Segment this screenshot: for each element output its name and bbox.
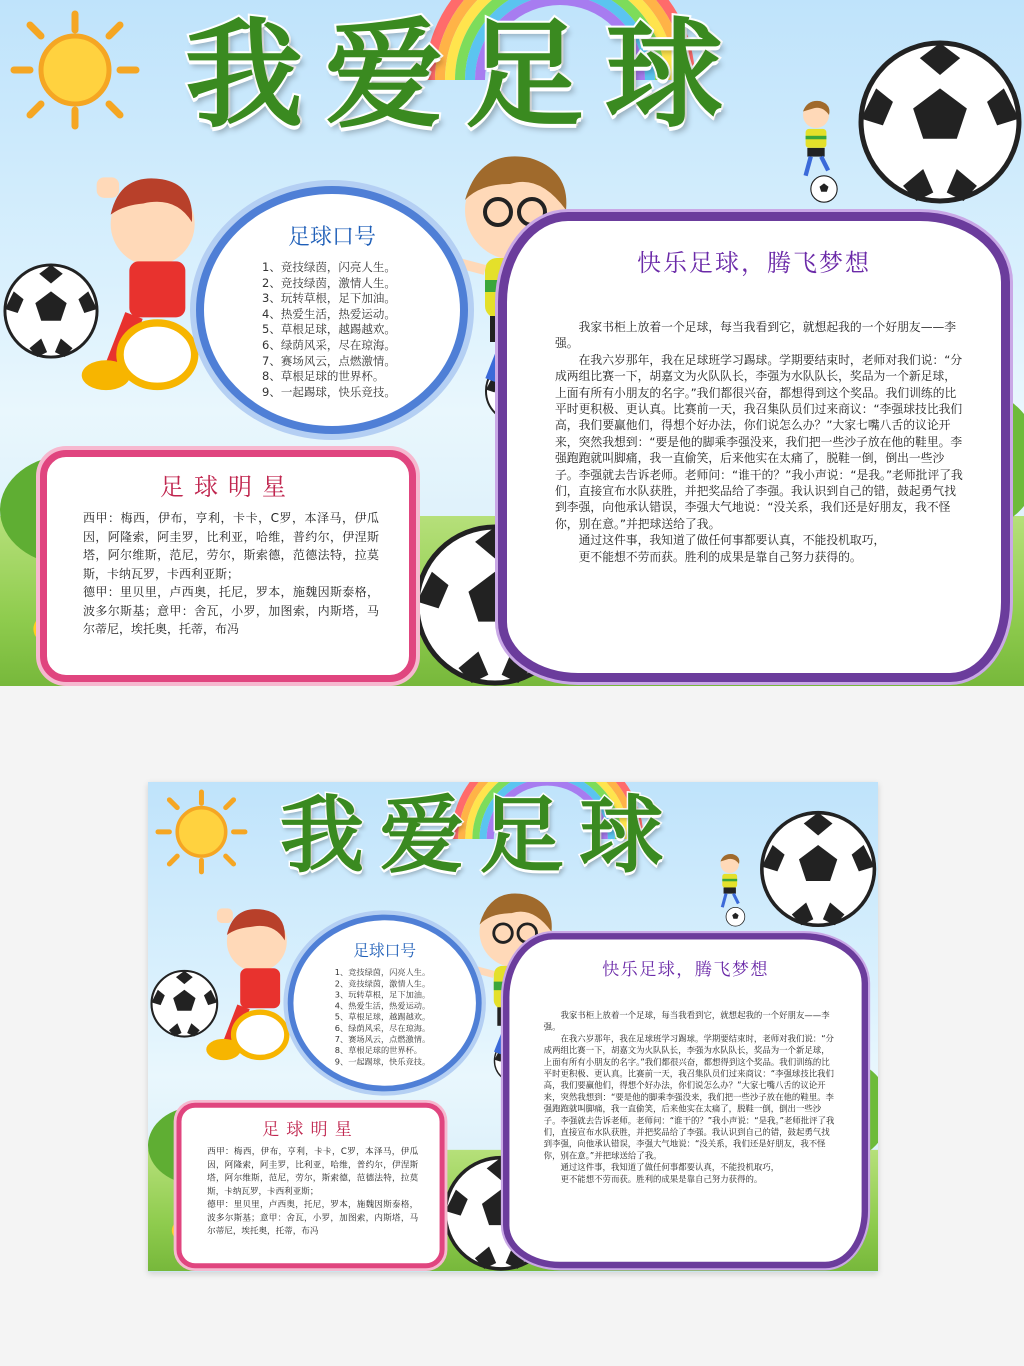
list-item: 2、竞技绿茵，激情人生。 xyxy=(334,978,431,989)
story-title: 快乐足球，腾飞梦想 xyxy=(637,249,871,277)
list-item: 8、草根足球的世界杯。 xyxy=(262,369,385,384)
poster-preview xyxy=(148,782,878,1272)
kid-red-icon xyxy=(204,889,304,1074)
sun-icon xyxy=(10,10,140,130)
slogan-panel xyxy=(196,186,468,434)
sun-icon xyxy=(155,789,248,875)
kid-small-icon xyxy=(711,850,748,914)
story-title: 快乐足球，腾飞梦想 xyxy=(602,959,769,980)
list-item: 5、草根足球，越踢越欢。 xyxy=(334,1011,431,1022)
soccer-ball-icon xyxy=(856,38,1024,206)
list-item: 1、竞技绿茵，闪亮人生。 xyxy=(334,967,431,978)
list-item: 4、热爱生活，热爱运动。 xyxy=(262,306,396,321)
story-panel xyxy=(498,212,1010,682)
list-item: 9、一起踢球，快乐竞技。 xyxy=(334,1056,431,1067)
list-item: 2、竞技绿茵，激情人生。 xyxy=(262,275,396,290)
slogan-title: 足球口号 xyxy=(287,225,376,250)
poster-stage xyxy=(148,782,878,1271)
stars-title: 足球明星 xyxy=(262,1119,360,1140)
slogan-panel xyxy=(288,915,482,1092)
list-item: 8、草根足球的世界杯。 xyxy=(334,1045,422,1056)
story-paragraph: 更不能想不劳而获。胜利的成果是靠自己努力获得的。 xyxy=(560,1173,763,1184)
list-item: 4、热爱生活，热爱运动。 xyxy=(334,1000,431,1011)
stars-text: 西甲：梅西，伊布，亨利，卡卡，C罗，本泽马，伊瓜因，阿隆索，阿圭罗，比利亚，哈维，普约尔，伊涅斯塔，阿尔维斯，范尼，劳尔，斯索德，范德法特，拉莫斯，卡纳瓦罗，卡西利亚斯； 德甲：里贝里，卢西奥，托尼，罗本，施魏因斯泰格，波多尔斯基；意甲：舍瓦，小罗，加图索，内斯塔，马尔蒂尼，埃托奥，托蒂，布冯 xyxy=(207,1146,419,1236)
page-title: 我爱足球 xyxy=(185,6,746,144)
story-paragraph: 通过这件事，我知道了做任何事都要认真，不能投机取巧， xyxy=(560,1162,780,1173)
stars-panel xyxy=(40,450,416,682)
slogan-list xyxy=(335,967,430,1067)
slogan-list xyxy=(262,260,396,400)
list-item: 3、玩转草根，足下加油。 xyxy=(262,291,396,306)
kid-small-icon xyxy=(790,96,842,186)
story-paragraph: 在我六岁那年，我在足球班学习踢球。学期要结束时，老师对我们说：“分成两组比赛一下，胡嘉文为火队队长，李强为水队队长，奖品为一个新足球，上面有所有小朋友的名字。”我们都很兴奋，都想得到这个奖品。我们训练的比平时更积极、更认真。比赛前一天，我召集队员们过来商议：“李强球技比我们高，我们要赢他们，得想个好办法，你们说怎么办？”大家七嘴八舌的议论开来，突然我想到：“要是他的脚乘李强没来，我们把一些沙子放在他的鞋里。李强跑跑就叫脚痛，我一直偷笑，后来他实在太痛了，脱鞋一倒，倒出一些沙子。李强就去告诉老师。老师问：“谁干的？”我小声说：“是我。”老师批评了我们，直接宣布水队获胜，并把奖品给了李强。我认识到自己的错，鼓起勇气找到李强，向他承认错误，李强大气地说：“没关系，我们还是好朋友，我不怪你，别在意。”并把球送给了我。 xyxy=(543,1033,835,1161)
stars-panel xyxy=(177,1103,445,1268)
list-item: 1、竞技绿茵，闪亮人生。 xyxy=(262,260,396,274)
story-text xyxy=(555,319,963,565)
list-item: 6、绿荫风采，尽在琼海。 xyxy=(334,1022,431,1033)
stars-title: 足球明星 xyxy=(160,473,296,501)
list-item: 9、一起踢球，快乐竞技。 xyxy=(262,384,396,399)
story-text xyxy=(544,1009,835,1184)
list-item: 3、玩转草根，足下加油。 xyxy=(334,989,431,1000)
story-paragraph: 我家书柜上放着一个足球，每当我看到它，就想起我的一个好朋友——李强。 xyxy=(555,320,957,351)
list-item: 6、绿荫风采，尽在琼海。 xyxy=(262,337,396,352)
list-item: 7、赛场风云，点燃激情。 xyxy=(262,353,396,368)
soccer-ball-icon xyxy=(758,809,878,929)
story-paragraph: 更不能想不劳而获。胜利的成果是靠自己努力获得的。 xyxy=(578,549,862,564)
story-paragraph: 我家书柜上放着一个足球，每当我看到它，就想起我的一个好朋友——李强。 xyxy=(543,1010,830,1032)
page-title: 我爱足球 xyxy=(279,786,680,885)
stars-text: 西甲：梅西，伊布，亨利，卡卡，C罗，本泽马，伊瓜因，阿隆索，阿圭罗，比利亚，哈维，普约尔，伊涅斯塔，阿尔维斯，范尼，劳尔，斯索德，范德法特，拉莫斯，卡纳瓦罗，卡西利亚斯； 德甲：里贝里，卢西奥，托尼，罗本，施魏因斯泰格，波多尔斯基；意甲：舍瓦，小罗，加图索，内斯塔，马尔蒂尼，埃托奥，托蒂，布冯 xyxy=(83,511,379,636)
story-paragraph: 在我六岁那年，我在足球班学习踢球。学期要结束时，老师对我们说：“分成两组比赛一下，胡嘉文为火队队长，李强为水队队长，奖品为一个新足球，上面有所有小朋友的名字。”我们都很兴奋，都想得到这个奖品。我们训练的比平时更积极、更认真。比赛前一天，我召集队员们过来商议：“李强球技比我们高，我们要赢他们，得想个好办法，你们说怎么办？”大家七嘴八舌的议论开来，突然我想到：“要是他的脚乘李强没来，我们把一些沙子放在他的鞋里。李强跑跑就叫脚痛，我一直偷笑，后来他实在太痛了，脱鞋一倒，倒出一些沙子。李强就去告诉老师。老师问：“谁干的？”我小声说：“是我。”老师批评了我们，直接宣布水队获胜，并把奖品给了李强。我认识到自己的错，鼓起勇气找到李强，向他承认错误，李强大气地说：“没关系，我们还是好朋友，我不怪你，别在意。”并把球送给了我。 xyxy=(555,352,963,531)
story-panel xyxy=(503,933,868,1268)
list-item: 5、草根足球，越踢越欢。 xyxy=(262,322,396,337)
story-paragraph: 通过这件事，我知道了做任何事都要认真，不能投机取巧， xyxy=(578,533,886,548)
kid-red-icon xyxy=(78,150,218,410)
list-item: 7、赛场风云，点燃激情。 xyxy=(334,1034,431,1045)
slogan-title: 足球口号 xyxy=(353,942,417,961)
